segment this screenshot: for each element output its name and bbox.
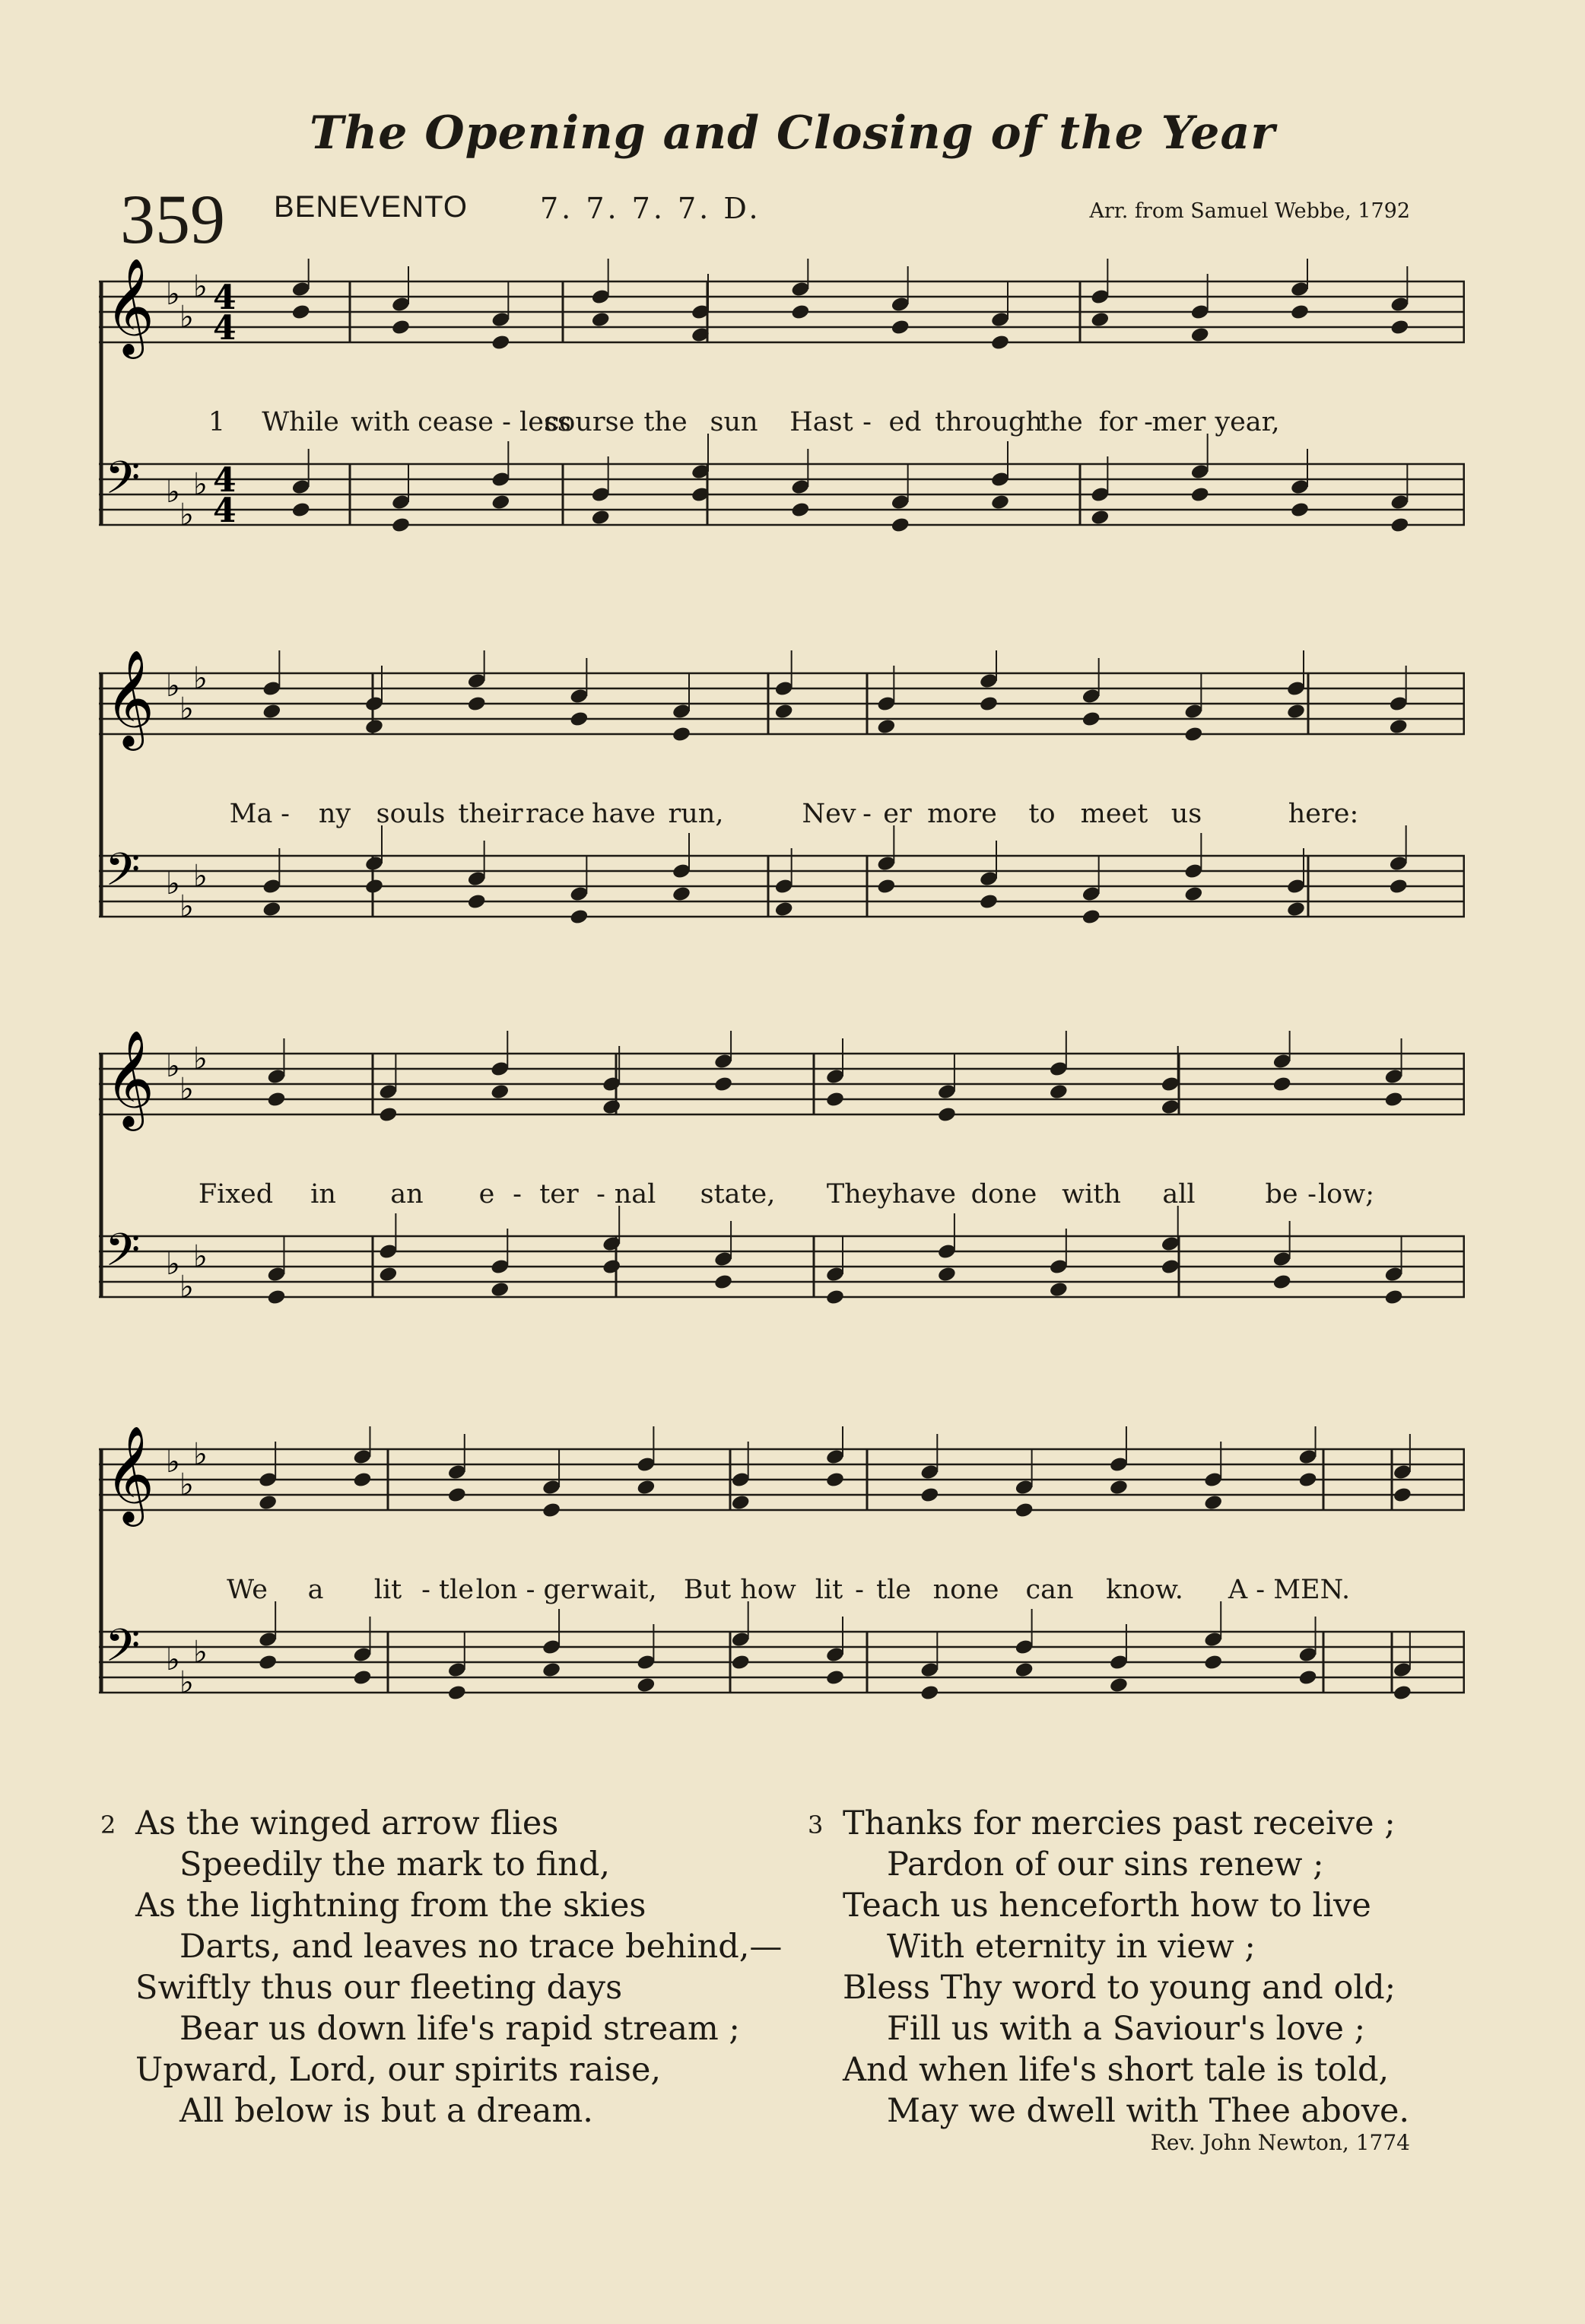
note-head (672, 726, 691, 743)
note-head (891, 517, 910, 534)
note-head (713, 1076, 733, 1093)
verse-line: Fill us with a Saviour's love ; (887, 2010, 1366, 2048)
treble-clef-icon: 𝄞 (105, 1426, 155, 1522)
lyric-syllable: meet (1080, 799, 1148, 829)
verse-line: Darts, and leaves no trace behind,— (179, 1928, 783, 1966)
note-head (1183, 885, 1203, 903)
lyric-syllable: e (478, 1179, 495, 1210)
flat-icon: ♭ (166, 1445, 180, 1480)
lyric-syllable: the (1039, 407, 1083, 437)
lyric-syllable: an (390, 1179, 424, 1210)
lyric-syllable: - (596, 1179, 605, 1210)
verse-number: 3 (808, 1811, 824, 1839)
verse-line: Thanks for mercies past receive ; (843, 1804, 1396, 1842)
lyric-syllable: done (970, 1179, 1037, 1210)
flat-icon: ♭ (193, 859, 208, 894)
lyric-syllable: more (927, 799, 997, 829)
bass-clef-icon: 𝄢 (105, 1619, 141, 1683)
treble-staff (99, 650, 1465, 751)
note-head (825, 1091, 845, 1108)
page-title: The Opening and Closing of the Year (310, 107, 1275, 160)
flat-icon: ♭ (166, 277, 180, 312)
note-head (591, 509, 611, 526)
flat-icon: ♭ (179, 300, 194, 335)
note-head (1272, 1273, 1292, 1291)
note-head (1298, 1669, 1317, 1687)
note-head (636, 1479, 656, 1496)
verse-line: May we dwell with Thee above. (887, 2092, 1410, 2130)
verse-line: As the lightning from the skies (135, 1887, 646, 1925)
note-head (774, 901, 794, 918)
note-head (1393, 1486, 1412, 1504)
lyric-syllable: to (1028, 799, 1056, 829)
note-head (1082, 908, 1101, 926)
note-head (937, 1106, 957, 1124)
note-head (1272, 1076, 1292, 1093)
lyric-syllable: lon - ger (475, 1575, 589, 1605)
lyric-syllable: A - MEN. (1228, 1575, 1351, 1605)
note-head (591, 311, 611, 329)
meter: 7. 7. 7. 7. D. (540, 192, 761, 225)
note-head (1393, 1684, 1412, 1702)
verse-line: Pardon of our sins renew ; (887, 1846, 1324, 1884)
note-head (364, 878, 384, 895)
treble-clef-icon: 𝄞 (105, 1031, 155, 1127)
verse-line: Bless Thy word to young and old; (843, 1969, 1396, 2007)
note-head (990, 334, 1010, 351)
lyric-syllable: their (458, 799, 523, 829)
lyric-syllable: ter (539, 1179, 579, 1210)
lyric-line-4 (99, 1575, 1465, 1608)
lyric-syllable: year, (1215, 407, 1280, 437)
verse-line: Upward, Lord, our spirits raise, (135, 2051, 662, 2089)
note-head (790, 501, 810, 519)
note-head (1298, 1471, 1317, 1489)
note-head (542, 1502, 561, 1519)
bass-clef-icon: 𝄢 (105, 451, 141, 515)
note-head (713, 1273, 733, 1291)
note-head (1203, 1654, 1223, 1671)
verse-line: With eternity in view ; (887, 1928, 1256, 1966)
note-head (1161, 1098, 1180, 1116)
note-head (825, 1471, 845, 1489)
flat-icon: ♭ (193, 467, 208, 502)
lyric-syllable: none (932, 1575, 999, 1605)
lyric-syllable: - (1307, 1179, 1317, 1210)
lyric-syllable: in (310, 1179, 336, 1210)
lyric-syllable: sun (710, 407, 758, 437)
note-head (364, 718, 384, 736)
time-signature: 4 (213, 491, 237, 530)
lyric-syllable: Hast (789, 407, 853, 437)
lyric-syllable: run, (668, 799, 724, 829)
lyric-syllable: nal (614, 1179, 656, 1210)
time-signature: 4 (213, 461, 237, 500)
lyric-syllable: a (307, 1575, 324, 1605)
note-head (1161, 1258, 1180, 1276)
note-head (391, 319, 411, 336)
lyric-syllable: - (281, 799, 290, 829)
lyric-line-2 (99, 799, 1465, 832)
lyric-syllable: tle (439, 1575, 474, 1605)
flat-icon: ♭ (166, 1247, 180, 1282)
music-system-3 (99, 1031, 1465, 1335)
flat-icon: ♭ (166, 866, 180, 901)
note-head (990, 494, 1010, 511)
lyric-syllable: us (1170, 799, 1202, 829)
lyric-syllable: souls (376, 799, 446, 829)
music-system-4 (99, 1426, 1465, 1731)
note-head (1203, 1494, 1223, 1512)
flat-icon: ♭ (166, 475, 180, 510)
note-head (1049, 1083, 1069, 1101)
note-head (825, 1289, 845, 1306)
time-signature: 4 (213, 278, 237, 317)
note-head (1082, 711, 1101, 728)
lyric-syllable: the (643, 407, 688, 437)
note-head (1389, 878, 1409, 895)
note-head (1286, 703, 1306, 720)
hymn-number: 359 (120, 180, 225, 258)
note-head (672, 885, 691, 903)
verse-line: And when life's short tale is told, (843, 2051, 1390, 2089)
flat-icon: ♭ (193, 1635, 208, 1670)
note-head (491, 334, 510, 351)
note-head (569, 711, 589, 728)
note-head (490, 1281, 510, 1299)
note-head (1183, 726, 1203, 743)
note-head (636, 1677, 656, 1694)
flat-icon: ♭ (166, 1642, 180, 1677)
bass-staff (99, 1223, 1465, 1305)
lyric-syllable: - (862, 407, 872, 437)
bass-notes (291, 434, 1410, 533)
note-head (262, 901, 281, 918)
lyric-syllable: Fixed (198, 1179, 274, 1210)
note-head (1015, 1661, 1034, 1679)
note-head (979, 893, 999, 911)
treble-notes (258, 1426, 1412, 1518)
note-head (602, 1098, 621, 1116)
treble-notes (291, 259, 1410, 351)
note-head (876, 718, 896, 736)
lyric-syllable: have (592, 799, 656, 829)
lyric-syllable: While (262, 407, 339, 437)
flat-icon: ♭ (179, 498, 194, 533)
lyric-syllable: all (1162, 1179, 1196, 1210)
flat-icon: ♭ (193, 269, 208, 304)
arranger-credit: Arr. from Samuel Webbe, 1792 (1089, 199, 1410, 223)
note-head (1286, 901, 1306, 918)
note-head (920, 1684, 939, 1702)
note-head (467, 893, 487, 911)
flat-icon: ♭ (179, 691, 194, 726)
verse-line: Swiftly thus our fleeting days (135, 1969, 623, 2007)
lyric-syllable: Nev (802, 799, 856, 829)
lyric-syllable: cease - less (418, 407, 571, 437)
note-head (1109, 1677, 1129, 1694)
bass-notes (258, 1601, 1412, 1701)
bass-clef-icon: 𝄢 (105, 1223, 141, 1287)
note-head (266, 1289, 286, 1306)
flat-icon: ♭ (179, 1467, 194, 1502)
lyric-syllable: ed (888, 407, 922, 437)
lyric-syllable: tle (876, 1575, 911, 1605)
note-head (1389, 718, 1409, 736)
note-head (258, 1494, 278, 1512)
flat-icon: ♭ (179, 889, 194, 924)
bass-notes (262, 825, 1408, 925)
note-head (1049, 1281, 1069, 1299)
verse-2 (100, 1803, 783, 2132)
music-system-1 (99, 259, 1465, 563)
note-head (1383, 1289, 1403, 1306)
lyric-syllable: be (1265, 1179, 1298, 1210)
treble-notes (266, 1031, 1403, 1123)
note-head (1390, 517, 1409, 534)
note-head (1390, 319, 1409, 336)
lyric-syllable: here: (1288, 799, 1359, 829)
flat-icon: ♭ (193, 1041, 208, 1076)
note-head (979, 695, 999, 713)
note-head (825, 1669, 845, 1687)
lyric-line-1 (99, 407, 1465, 440)
lyric-syllable: with (351, 407, 410, 437)
note-head (602, 1258, 621, 1276)
lyric-syllable: for (1098, 407, 1138, 437)
note-head (291, 501, 311, 519)
verse-line: Speedily the mark to find, (179, 1846, 611, 1884)
note-head (378, 1266, 398, 1283)
flat-icon: ♭ (166, 1049, 180, 1084)
lyric-syllable: But (683, 1575, 732, 1605)
note-head (447, 1684, 467, 1702)
lyric-syllable: They (826, 1179, 893, 1210)
lyric-syllable: lit (815, 1575, 843, 1605)
note-head (1015, 1502, 1034, 1519)
lyric-syllable: wait, (590, 1575, 657, 1605)
bass-notes (266, 1206, 1403, 1305)
note-head (258, 1654, 278, 1671)
flat-icon: ♭ (179, 1665, 194, 1700)
note-head (467, 695, 487, 713)
lyric-syllable: how (740, 1575, 796, 1605)
lyric-syllable: have (892, 1179, 956, 1210)
lyric-syllable: - (855, 1575, 864, 1605)
verse-line: Teach us henceforth how to live (843, 1887, 1371, 1925)
lyric-syllable: lit (373, 1575, 402, 1605)
note-head (1383, 1091, 1403, 1108)
note-head (490, 1083, 510, 1101)
author-credit: Rev. John Newton, 1774 (1150, 2130, 1410, 2155)
treble-notes (262, 650, 1408, 742)
verse-line: As the winged arrow flies (135, 1804, 559, 1842)
note-head (731, 1494, 751, 1512)
note-head (569, 908, 589, 926)
note-head (876, 878, 896, 895)
flat-icon: ♭ (193, 661, 208, 696)
note-head (1290, 304, 1310, 321)
flat-icon: ♭ (179, 1072, 194, 1107)
lyric-syllable: race (526, 799, 585, 829)
note-head (1109, 1479, 1129, 1496)
bass-clef-icon: 𝄢 (105, 843, 141, 907)
verse-line: Bear us down life's rapid stream ; (179, 2010, 740, 2048)
note-head (291, 304, 311, 321)
time-signature: 4 (213, 309, 237, 348)
lyric-syllable: er (883, 799, 912, 829)
note-head (352, 1471, 372, 1489)
treble-clef-icon: 𝄞 (105, 650, 155, 746)
note-head (391, 517, 411, 534)
note-head (1290, 501, 1310, 519)
note-head (1090, 509, 1110, 526)
lyric-syllable: ny (318, 799, 351, 829)
note-head (262, 703, 281, 720)
flat-icon: ♭ (179, 1270, 194, 1305)
lyric-syllable: state, (700, 1179, 776, 1210)
note-head (542, 1661, 561, 1679)
note-head (774, 703, 794, 720)
note-head (937, 1266, 957, 1283)
flat-icon: ♭ (166, 669, 180, 704)
lyric-syllable: know. (1106, 1575, 1183, 1605)
flat-icon: ♭ (193, 1437, 208, 1472)
treble-staff (99, 1426, 1465, 1527)
note-head (790, 304, 810, 321)
lyric-line-3 (99, 1179, 1465, 1213)
lyric-syllable: - (513, 1179, 522, 1210)
lyric-syllable: can (1025, 1575, 1074, 1605)
lyric-syllable: with (1062, 1179, 1121, 1210)
lyric-syllable: - (1144, 407, 1153, 437)
lyric-syllable: course (544, 407, 635, 437)
note-head (920, 1486, 939, 1504)
note-head (1190, 486, 1210, 504)
lyric-syllable: 1 (208, 407, 226, 437)
flat-icon: ♭ (193, 1239, 208, 1274)
lyric-syllable: - (862, 799, 872, 829)
verse-3 (808, 1803, 1410, 2132)
note-head (266, 1091, 286, 1108)
lyric-syllable: We (227, 1575, 268, 1605)
note-head (352, 1669, 372, 1687)
bass-staff (99, 1619, 1465, 1700)
note-head (1090, 311, 1110, 329)
treble-clef-icon: 𝄞 (105, 259, 155, 354)
lyric-syllable: low; (1317, 1179, 1375, 1210)
note-head (447, 1486, 467, 1504)
lyric-syllable: mer (1151, 407, 1206, 437)
note-head (1190, 326, 1210, 344)
lyric-syllable: - (421, 1575, 430, 1605)
verse-number: 2 (100, 1811, 116, 1839)
verse-line: All below is but a dream. (179, 2092, 593, 2130)
lyric-syllable: Ma (229, 799, 273, 829)
tune-name: BENEVENTO (274, 190, 468, 224)
note-head (491, 494, 510, 511)
treble-staff (99, 1031, 1465, 1131)
note-head (891, 319, 910, 336)
music-system-2 (99, 650, 1465, 955)
note-head (731, 1654, 751, 1671)
note-head (378, 1106, 398, 1124)
lyric-syllable: through (935, 407, 1043, 437)
